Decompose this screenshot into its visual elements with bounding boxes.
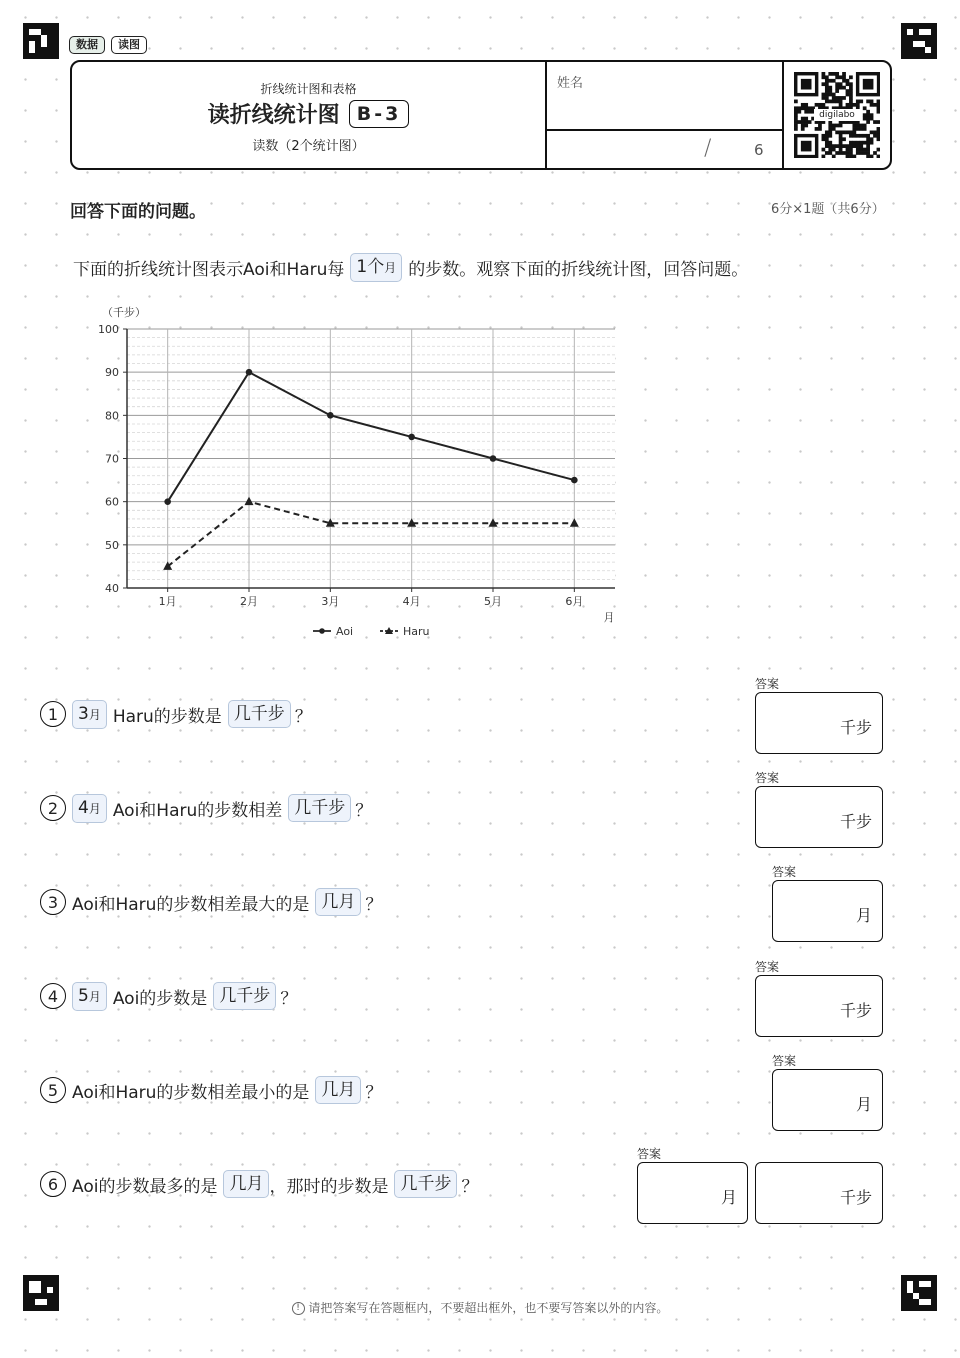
question-number: 1 — [40, 701, 66, 727]
y-tick-label: 60 — [105, 495, 119, 509]
answer-box-3[interactable] — [772, 880, 883, 942]
y-tick-label: 80 — [105, 409, 119, 423]
worksheet-title-row — [72, 98, 545, 129]
answer-label: 答案 — [772, 1054, 797, 1068]
x-tick-label: 1月 — [158, 595, 177, 608]
answer-unit: 千步 — [839, 1001, 872, 1020]
page-title: 读折线统计图 — [207, 103, 340, 128]
question-6: 6 Aoi的步数最多的是 几月 ，那时的步数是 几千步 ？ — [40, 1168, 478, 1200]
y-tick-label: 100 — [98, 323, 119, 336]
x-axis-label: 月 — [603, 611, 615, 624]
score-total: 6 — [754, 141, 764, 159]
score-slash: / — [704, 136, 712, 161]
corner-marker-top-left-icon — [23, 23, 59, 59]
answer-box-5[interactable] — [772, 1069, 883, 1131]
ask-chip: 几月 — [223, 1170, 269, 1198]
x-tick-label: 3月 — [321, 595, 340, 608]
tag-read-chart: 读图 — [111, 36, 147, 54]
qr-code — [794, 72, 880, 158]
data-point-aoi — [327, 412, 334, 419]
answer-label: 答案 — [755, 960, 780, 974]
data-point-aoi — [246, 369, 253, 376]
worksheet-category: 折线统计图和表格 — [260, 82, 357, 96]
answer-unit: 月 — [720, 1188, 737, 1207]
line-chart — [90, 300, 630, 650]
x-tick-label: 2月 — [240, 595, 258, 608]
legend-marker — [319, 628, 325, 634]
answer-label: 答案 — [637, 1147, 662, 1161]
ask-chip: 几千步 — [288, 794, 351, 822]
corner-marker-top-right-icon — [901, 23, 937, 59]
question-text: Aoi的步数是 — [112, 988, 208, 1009]
question-text: Aoi和Haru的步数相差最小的是 — [72, 1082, 310, 1103]
intro-text: 下面的折线统计图表示Aoi和Haru每 1个月 的步数。观察下面的折线统计图，回答问题。 — [73, 253, 748, 282]
answer-box-6-steps[interactable] — [755, 1162, 883, 1224]
data-point-aoi — [164, 498, 171, 505]
question-2: 2 4月 Aoi和Haru的步数相差 几千步 ？ — [40, 792, 372, 824]
answer-unit: 千步 — [839, 812, 872, 831]
tag-data: 数据 — [69, 36, 105, 54]
name-field[interactable] — [552, 71, 774, 123]
x-tick-label: 6月 — [565, 595, 584, 608]
y-tick-label: 90 — [105, 366, 119, 380]
data-point-aoi — [408, 434, 415, 441]
question-text: Aoi和Haru的步数相差 — [112, 800, 283, 821]
month-chip: 3月 — [72, 700, 107, 729]
footer-note: ! 请把答案写在答题框内，不要超出框外，也不要写答案以外的内容。 — [0, 1299, 960, 1316]
points-info: 6分×1题（共6分） — [771, 202, 885, 217]
answer-unit: 千步 — [839, 1188, 872, 1207]
answer-unit: 月 — [855, 906, 872, 925]
name-label: 姓名 — [557, 76, 584, 91]
answer-box-2[interactable] — [755, 786, 883, 848]
worksheet-subtitle: 读数（2个统计图） — [252, 139, 365, 154]
y-axis-label: （千步） — [102, 306, 146, 319]
question-number: 2 — [40, 795, 66, 821]
y-tick-label: 50 — [105, 538, 119, 552]
question-text: Aoi和Haru的步数相差最大的是 — [72, 894, 310, 915]
month-chip: 5月 — [72, 982, 107, 1011]
question-text-mid: ，那时的步数是 — [269, 1176, 389, 1197]
data-point-aoi — [571, 477, 578, 484]
question-1: 1 3月 Haru的步数是 几千步 ？ — [40, 698, 312, 730]
question-text: Haru的步数是 — [112, 706, 222, 727]
legend-label: Haru — [403, 625, 430, 638]
month-chip: 4月 — [72, 794, 107, 823]
instruction: 回答下面的问题。 — [70, 202, 206, 222]
y-tick-label: 40 — [105, 582, 119, 595]
question-5: 5 Aoi和Haru的步数相差最小的是 几月 ？ — [40, 1074, 382, 1106]
ask-chip: 几月 — [315, 888, 361, 916]
question-3: 3 Aoi和Haru的步数相差最大的是 几月 ？ — [40, 886, 382, 918]
header-box — [70, 60, 892, 170]
question-number: 4 — [40, 983, 66, 1009]
question-number: 6 — [40, 1171, 66, 1197]
answer-unit: 千步 — [839, 718, 872, 737]
qr-label: digilabo — [814, 109, 860, 121]
interval-chip: 1个月 — [350, 253, 402, 282]
answer-box-4[interactable] — [755, 975, 883, 1037]
answer-unit: 月 — [855, 1095, 872, 1114]
question-text: Aoi的步数最多的是 — [72, 1176, 218, 1197]
question-number: 3 — [40, 889, 66, 915]
answer-label: 答案 — [755, 771, 780, 785]
ask-chip: 几千步 — [228, 700, 291, 728]
answer-box-1[interactable] — [755, 692, 883, 754]
ask-chip-2: 几千步 — [394, 1170, 457, 1198]
ask-chip: 几月 — [315, 1076, 361, 1104]
answer-label: 答案 — [755, 677, 780, 691]
question-number: 5 — [40, 1077, 66, 1103]
answer-box-6-month[interactable] — [637, 1162, 748, 1224]
legend-label: Aoi — [336, 625, 354, 638]
level-badge: B-3 — [349, 100, 410, 128]
data-point-aoi — [490, 455, 497, 462]
x-tick-label: 4月 — [402, 595, 421, 608]
ask-chip: 几千步 — [213, 982, 276, 1010]
answer-label: 答案 — [772, 865, 797, 879]
info-icon: ! — [292, 1302, 305, 1315]
y-tick-label: 70 — [105, 452, 119, 466]
question-4: 4 5月 Aoi的步数是 几千步 ？ — [40, 980, 297, 1012]
x-tick-label: 5月 — [484, 595, 502, 608]
